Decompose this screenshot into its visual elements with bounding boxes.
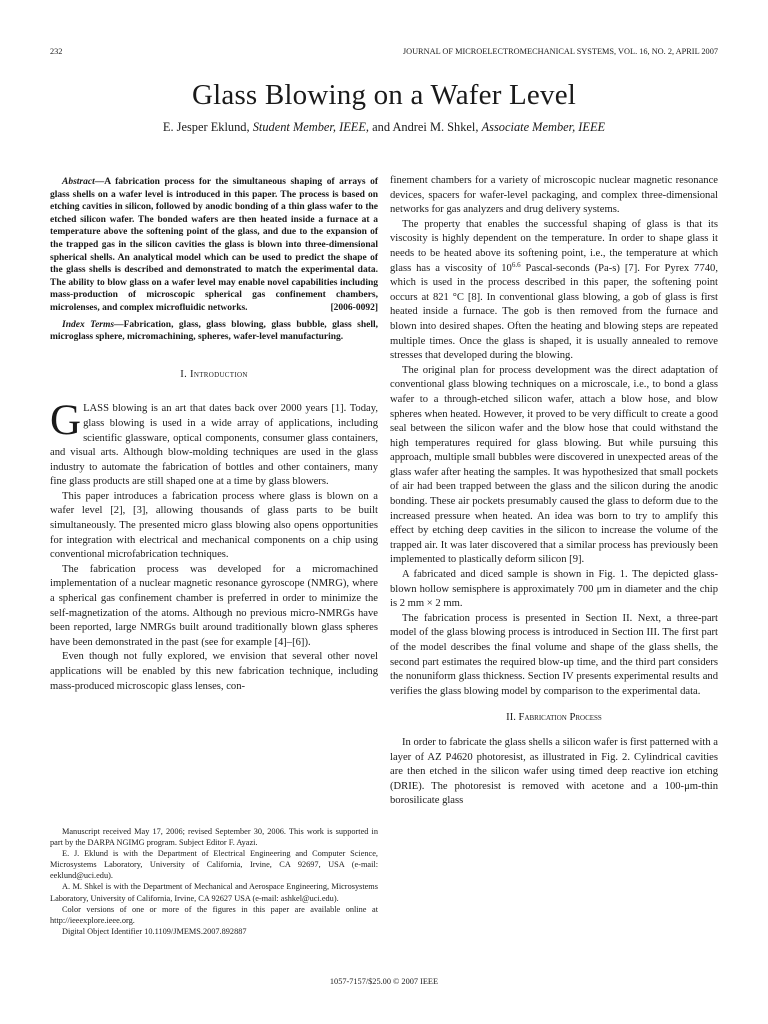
abstract-lead: Abstract—	[62, 177, 105, 187]
journal-name: JOURNAL OF MICROELECTROMECHANICAL SYSTEMS, VOL. 16, NO. 2, APRIL 2007	[402, 47, 718, 56]
index-terms-text: Fabrication, glass, glass blowing, glass bubble, glass shell, microglass sphere, micromachining, spheres, wafer-level manufacturing.	[50, 319, 378, 343]
author-2-name: Andrei M. Shkel,	[392, 120, 479, 134]
intro-paragraph-2: This paper introduces a fabrication process where glass is blown on a wafer level [2], [3], allowing thousands of glass parts to be built simultaneously. The presented micro glass blowing also opens opportunities for integration with electrical and mechanical components on a chip using conventional microfabrication techniques.	[50, 490, 378, 561]
footnote-color: Color versions of one or more of the figures in this paper are available online at http://ieeexplore.ieee.org.	[50, 904, 378, 925]
left-column	[50, 176, 378, 694]
drop-cap: G	[50, 397, 82, 445]
right-paragraph-3: The original plan for process development was the direct adaptation of conventional glass blowing techniques on a microscale, i.e., to bond a glass wafer to a through-etched silicon wafer, attach a blow hose, and blow spheres when heated. However, it proved to be very difficult to create a good seal between the silicon wafer and the blow hose that could withstand the high temperatures required for glass blowing. But while pursuing this approach, multiple small bubbles were discovered in unexpected areas of the glass wafer after heating the samples. It was hypothesized that small pockets of air had been trapped between the glass and the silicon during the anodic bonding. These air pockets presumably caused the glass to deform due to the increased pressure when heated. An idea was born to try to amplify this effect by etching deep cavities in the silicon to increase the volume of the trapped air. It was later discovered that a similar process has previously been implemented to plastically deform silicon [9].	[390, 364, 718, 566]
viscosity-exponent: 6.6	[511, 260, 521, 269]
footnote-manuscript: Manuscript received May 17, 2006; revised September 30, 2006. This work is supported in part by the DARPA NGIMG program. Subject Editor F. Ayazi.	[50, 827, 378, 848]
right-paragraph-2	[390, 218, 718, 364]
intro-paragraph-3: The fabrication process was developed for a micromachined implementation of a nuclear magnetic resonance gyroscope (NMRG), where a spherical gas confinement chamber is preferred in order to minimize the self-magnetization of the atoms. Although no previous micro-NMRGs have been reported, large NMRGs built around traditionally blown glass spheres have been demonstrated in the past (see for example [4]–[6]).	[50, 563, 378, 648]
manuscript-code: [2006-0092]	[330, 302, 378, 313]
section-title: Introduction	[190, 368, 248, 380]
right-paragraph-5: The fabrication process is presented in Section II. Next, a three-part model of the glass blowing process is introduced in Section III. The first part of the model describes the final volume and shape of the glass shells, the second part estimates the required blow-up time, and the third part considers the nonuniform glass thickness. Section IV presents experimental results and verifies the glass blowing model by comparison to the experimental data.	[390, 612, 718, 697]
intro-paragraph-1	[50, 397, 378, 490]
right-paragraph-6: In order to fabricate the glass shells a silicon wafer is first patterned with a layer of AZ P4620 photoresist, as illustrated in Fig. 2. Cylindrical cavities are then etched in the silicon wafer using timed deep reactive ion etching (DRIE). The photoresist is removed with acetone and a 100-μm-thin borosilicate glass	[390, 736, 718, 807]
author-1-name: E. Jesper Eklund,	[162, 120, 250, 134]
page-number: 232	[50, 47, 63, 56]
author-line	[0, 119, 768, 135]
index-terms	[50, 319, 378, 344]
section-heading-fabrication	[390, 711, 718, 726]
intro-paragraph-4: Even though not fully explored, we envision that several other novel applications will be enabled by this new fabrication technique, including mass-produced microscopic glass lenses, con-	[50, 651, 378, 692]
author-2-role: Associate Member, IEEE	[481, 120, 606, 134]
abstract	[50, 176, 378, 315]
index-terms-lead: Index Terms—	[62, 319, 124, 330]
paper-title: Glass Blowing on a Wafer Level	[191, 79, 577, 111]
right-paragraph-2a: The property that enables the successful shaping of glass is that its viscosity is highly dependent on the temperature. In order to shape glass it needs to be heated above its softening point, i.e., the temperature at which glass has a viscosity of 10	[390, 218, 718, 274]
right-column	[390, 174, 718, 809]
footnote-author-2: A. M. Shkel is with the Department of Mechanical and Aerospace Engineering, Microsystems Laboratory, University of California, Irvine, CA 92627 USA (e-mail: ashkel@uci.edu).	[50, 882, 378, 903]
section-number: I.	[180, 368, 188, 380]
footnote-doi: Digital Object Identifier 10.1109/JMEMS.2007.892887	[62, 926, 247, 936]
author-1-role: Student Member, IEEE,	[252, 120, 370, 134]
copyright-footer: 1057-7157/$25.00 © 2007 IEEE	[329, 977, 439, 986]
section-heading-introduction	[50, 368, 378, 383]
section-number: II.	[506, 712, 516, 724]
right-paragraph-1: finement chambers for a variety of microscopic nuclear magnetic resonance devices, spacers for wafer-level packaging, and complex three-dimensional networks for gas analyzers and drug delivery systems.	[390, 175, 718, 216]
author-conjunction: and	[372, 120, 391, 134]
footnote-author-1: E. J. Eklund is with the Department of Electrical Engineering and Computer Science, Microsystems Laboratory, University of California, Irvine, CA 92697, USA (e-mail: eeklund@uci.edu).	[50, 849, 378, 881]
footnotes	[50, 826, 378, 937]
right-paragraph-2b: Pascal-seconds (Pa-s) [7]. For Pyrex 7740, which is used in the process described in this paper, the softening point occurs at 821 °C [8]. In conventional glass blowing, a gob of glass is first heated inside a furnace. The gob is then removed from the furnace and blown into desired shapes. Often the heating and blowing steps are repeated multiple times. Once the glass is shaped, it is usually annealed to remove stresses that developed during the blowing.	[390, 262, 719, 362]
abstract-text: A fabrication process for the simultaneous shaping of arrays of glass shells on a wafer level is introduced in this paper. The process is based on etching cavities in silicon, followed by anodic bonding of a thin glass wafer to the etched silicon wafer. The bonded wafers are then heated inside a furnace at a temperature above the softening point of the glass, and due to the expansion of the trapped gas in the silicon cavities the glass is blown into three-dimensional spherical shells. An analytical model which can be used to predict the shape of the glass shells is described and demonstrated to match the experimental data. The ability to blow glass on a wafer level may enable novel capabilities including mass-production of microscopic spherical gas confinement chambers, microlenses, and complex microfluidic networks.	[50, 177, 378, 313]
running-header	[50, 47, 718, 61]
section-title: Fabrication Process	[518, 712, 602, 724]
intro-paragraph-1-text: LASS blowing is an art that dates back over 2000 years [1]. Today, glass blowing is used in a wide array of applications, including scientific glassware, optical components, consumer glass containers, and visual arts. Although blow-molding techniques are used in the glass industry to automate the fabrication of bottles and other containers, many fine glass products are still shaped one at a time by glass blowers.	[50, 403, 378, 488]
right-paragraph-4: A fabricated and diced sample is shown in Fig. 1. The depicted glass-blown hollow semisphere is approximately 700 μm in diameter and the chip is 2 mm × 2 mm.	[390, 569, 718, 610]
